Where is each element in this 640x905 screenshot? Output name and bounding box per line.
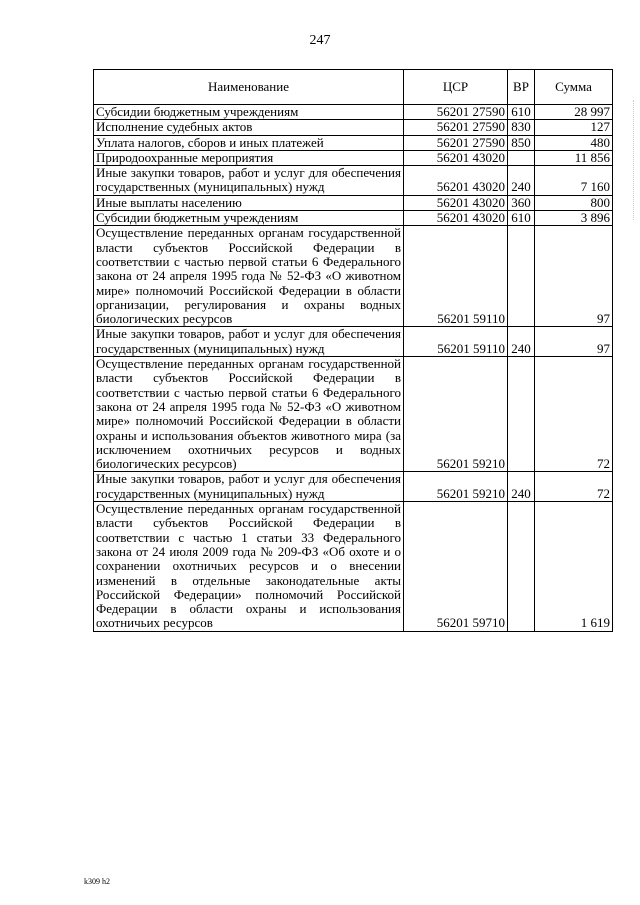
table-row bbox=[94, 150, 613, 165]
cell-vr: 240 bbox=[508, 327, 535, 357]
header-name: Наименование bbox=[94, 70, 404, 105]
cell-name: Субсидии бюджетным учреждениям bbox=[94, 105, 404, 120]
cell-vr: 610 bbox=[508, 105, 535, 120]
table-row bbox=[94, 105, 613, 120]
cell-csr: 56201 43020 bbox=[404, 195, 508, 210]
cell-csr: 56201 59110 bbox=[404, 226, 508, 327]
budget-table bbox=[93, 69, 613, 632]
cell-vr bbox=[508, 502, 535, 632]
cell-csr: 56201 59210 bbox=[404, 357, 508, 472]
cell-sum: 28 997 bbox=[535, 105, 613, 120]
table-body bbox=[94, 105, 613, 632]
cell-sum: 97 bbox=[535, 327, 613, 357]
table-row bbox=[94, 327, 613, 357]
table-header-row bbox=[94, 70, 613, 105]
cell-csr: 56201 27590 bbox=[404, 135, 508, 150]
cell-name: Субсидии бюджетным учреждениям bbox=[94, 211, 404, 226]
cell-csr: 56201 59110 bbox=[404, 327, 508, 357]
cell-sum: 1 619 bbox=[535, 502, 613, 632]
cell-name: Осуществление переданных органам государственной власти субъектов Российской Федерации в соответствии с частью 1 статьи 33 Федерального закона от 24 июля 2009 года № 209-ФЗ «Об охоте и о сохранении охотничьих ресурсов и о внесении изменений в отдельные законодательные акты Российской Федерации» полномочий Российской Федерации в области охраны и использования охотничьих ресурсов bbox=[94, 502, 404, 632]
cell-sum: 11 856 bbox=[535, 150, 613, 165]
cell-sum: 72 bbox=[535, 357, 613, 472]
header-vr: ВР bbox=[508, 70, 535, 105]
cell-name: Исполнение судебных актов bbox=[94, 120, 404, 135]
cell-vr bbox=[508, 150, 535, 165]
header-csr: ЦСР bbox=[404, 70, 508, 105]
cell-name: Осуществление переданных органам государственной власти субъектов Российской Федерации в соответствии с частью первой статьи 6 Федерального закона от 24 апреля 1995 года № 52-ФЗ «О животном мире» полномочий Российской Федерации в области охраны и использования объектов животного мира (за исключением охотничьих ресурсов и водных биологических ресурсов) bbox=[94, 357, 404, 472]
table-row bbox=[94, 211, 613, 226]
cell-csr: 56201 27590 bbox=[404, 120, 508, 135]
cell-name: Осуществление переданных органам государственной власти субъектов Российской Федерации в соответствии с частью первой статьи 6 Федерального закона от 24 апреля 1995 года № 52-ФЗ «О животном мире» полномочий Российской Федерации в области организации, регулирования и охраны водных биологических ресурсов bbox=[94, 226, 404, 327]
cell-sum: 72 bbox=[535, 472, 613, 502]
footer-code: k309 h2 bbox=[84, 877, 110, 886]
scan-edge-marks bbox=[633, 100, 637, 220]
cell-sum: 127 bbox=[535, 120, 613, 135]
cell-vr: 240 bbox=[508, 166, 535, 196]
cell-csr: 56201 43020 bbox=[404, 211, 508, 226]
cell-name: Природоохранные мероприятия bbox=[94, 150, 404, 165]
table-row bbox=[94, 226, 613, 327]
cell-name: Иные закупки товаров, работ и услуг для обеспечения государственных (муниципальных) нужд bbox=[94, 472, 404, 502]
cell-csr: 56201 59210 bbox=[404, 472, 508, 502]
cell-vr: 360 bbox=[508, 195, 535, 210]
cell-vr bbox=[508, 226, 535, 327]
cell-name: Уплата налогов, сборов и иных платежей bbox=[94, 135, 404, 150]
cell-csr: 56201 43020 bbox=[404, 166, 508, 196]
cell-vr: 850 bbox=[508, 135, 535, 150]
page-number: 247 bbox=[309, 33, 331, 48]
cell-vr: 830 bbox=[508, 120, 535, 135]
cell-csr: 56201 43020 bbox=[404, 150, 508, 165]
cell-name: Иные выплаты населению bbox=[94, 195, 404, 210]
cell-vr: 240 bbox=[508, 472, 535, 502]
cell-name: Иные закупки товаров, работ и услуг для обеспечения государственных (муниципальных) нужд bbox=[94, 166, 404, 196]
cell-sum: 97 bbox=[535, 226, 613, 327]
header-sum: Сумма bbox=[535, 70, 613, 105]
table-row bbox=[94, 120, 613, 135]
cell-sum: 3 896 bbox=[535, 211, 613, 226]
cell-sum: 800 bbox=[535, 195, 613, 210]
cell-vr: 610 bbox=[508, 211, 535, 226]
cell-csr: 56201 59710 bbox=[404, 502, 508, 632]
table-row bbox=[94, 166, 613, 196]
table-row bbox=[94, 472, 613, 502]
cell-sum: 480 bbox=[535, 135, 613, 150]
table-row bbox=[94, 135, 613, 150]
table-row bbox=[94, 195, 613, 210]
table-row bbox=[94, 502, 613, 632]
cell-sum: 7 160 bbox=[535, 166, 613, 196]
cell-csr: 56201 27590 bbox=[404, 105, 508, 120]
cell-name: Иные закупки товаров, работ и услуг для обеспечения государственных (муниципальных) нужд bbox=[94, 327, 404, 357]
table-row bbox=[94, 357, 613, 472]
cell-vr bbox=[508, 357, 535, 472]
